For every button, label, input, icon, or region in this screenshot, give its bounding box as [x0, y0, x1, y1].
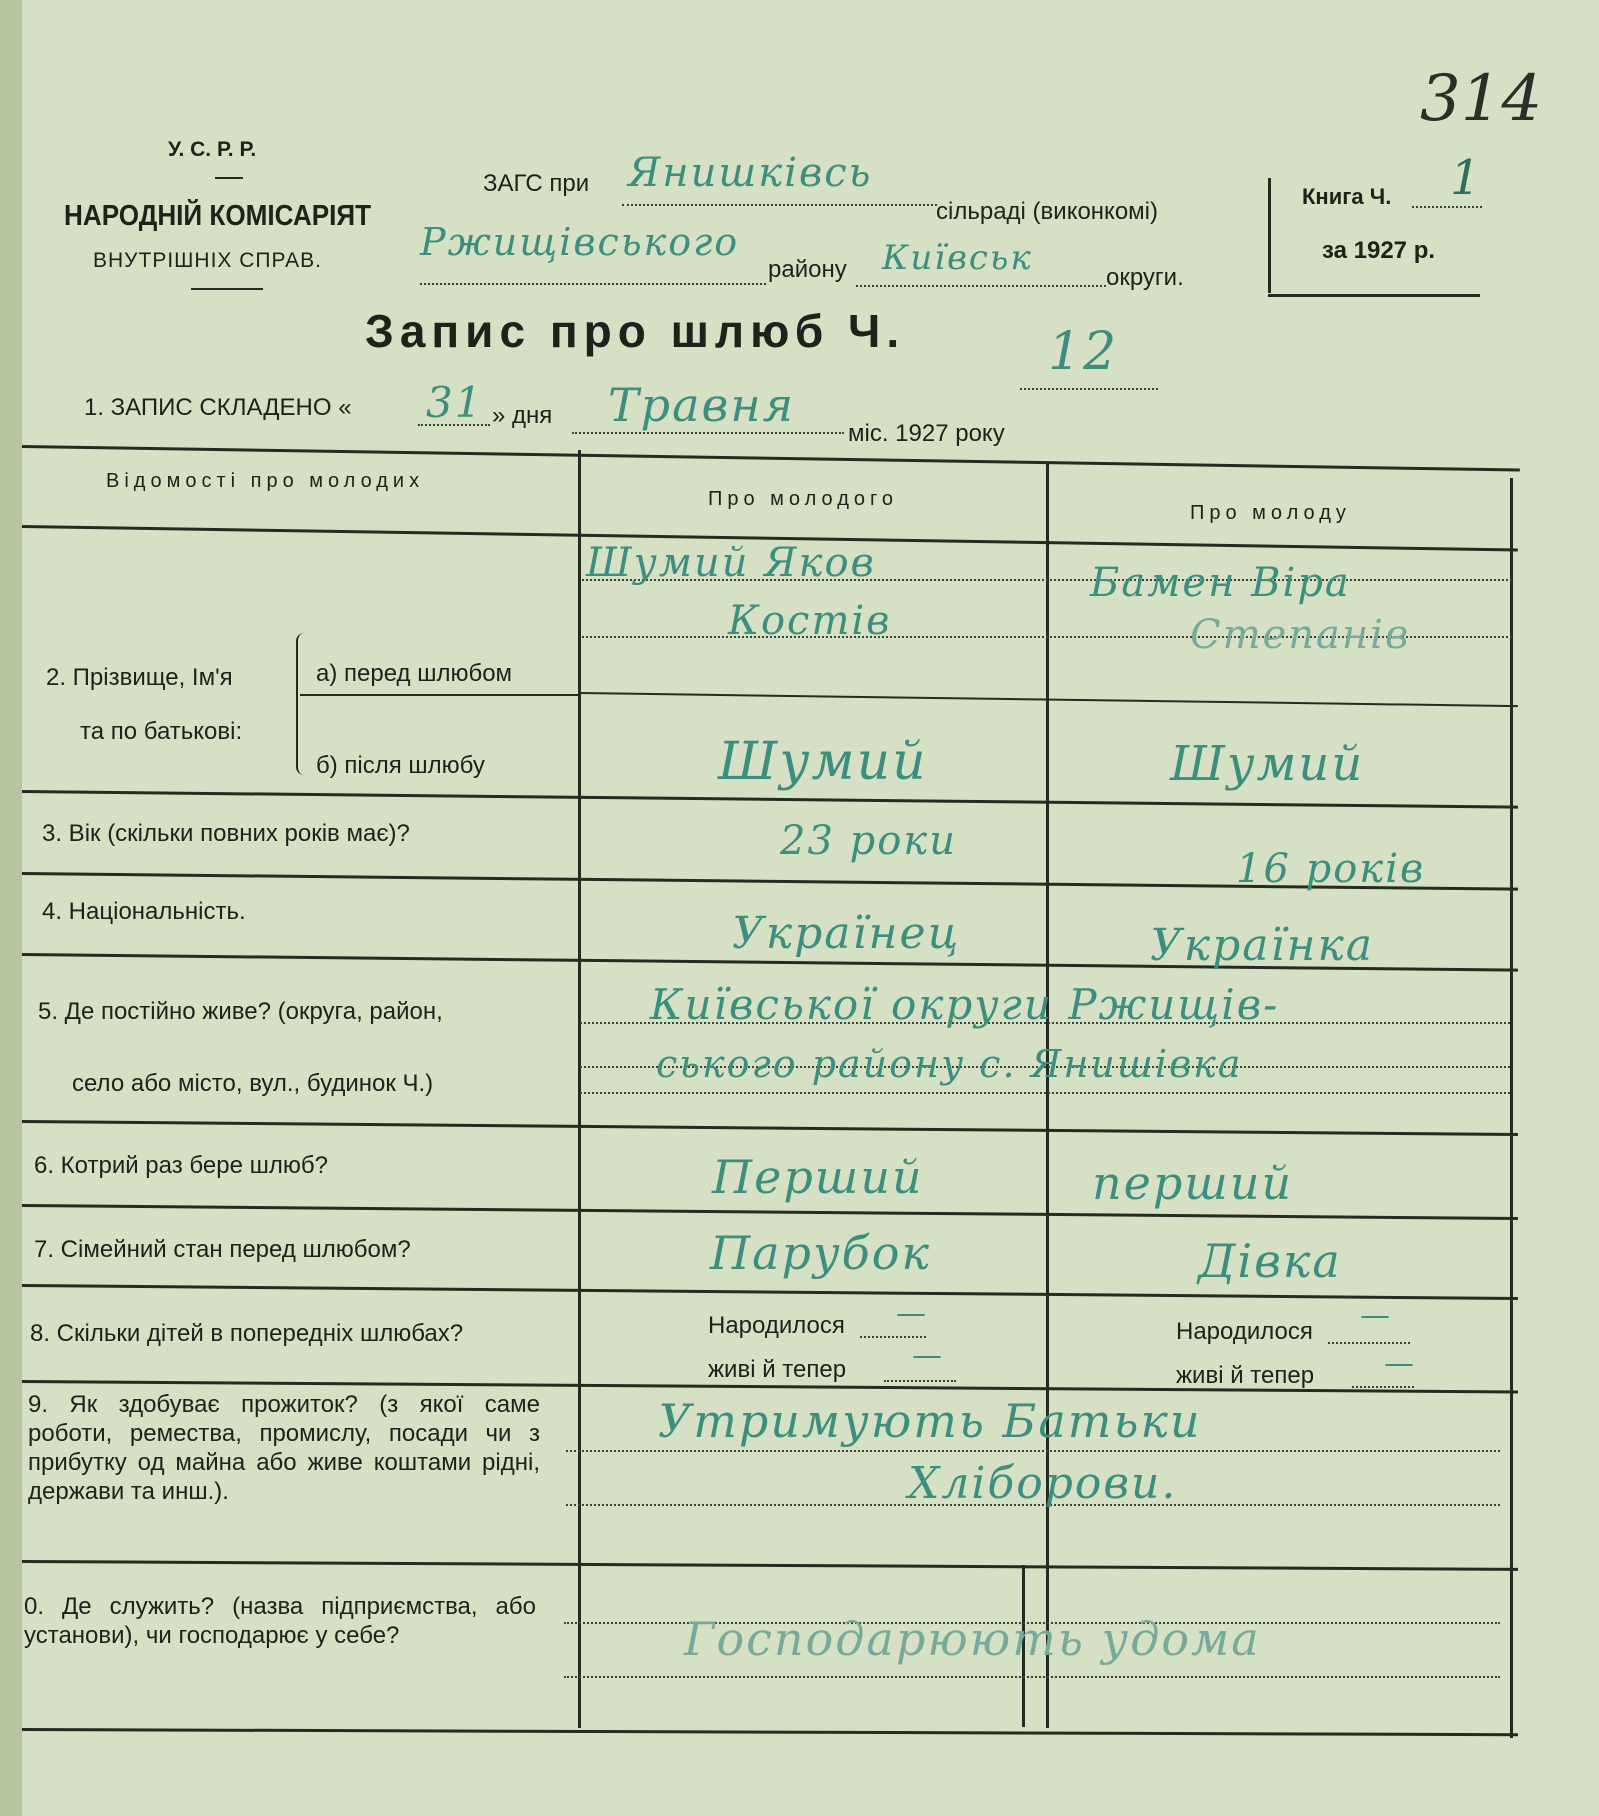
record-month-handwritten: Травня — [608, 378, 796, 432]
employment-value: Господарюють удома — [684, 1612, 1261, 1666]
ministry-label: ВНУТРІШНІХ СПРАВ. — [93, 249, 322, 272]
livelihood-value-line2: Хліборови. — [908, 1458, 1178, 1509]
groom-name-after: Шумий — [718, 732, 928, 792]
groom-age: 23 роки — [780, 818, 957, 864]
record-date-prefix: 1. ЗАПИС СКЛАДЕНО « — [84, 394, 352, 421]
groom-name-before-line2: Костів — [728, 598, 892, 644]
bride-alive-value: — — [1384, 1346, 1416, 1381]
record-title: Запис про шлюб Ч. — [365, 305, 906, 357]
bride-nationality: Українка — [1150, 920, 1375, 971]
livelihood-label: 9. Як здобуває прожиток? (з якої саме роботи, ремества, промислу, посади чи з прибутку од майна або живе коштами рідні, держави та инш.). — [28, 1391, 540, 1505]
column-info-header: Відомості про молодих — [106, 470, 425, 492]
commissariat-label: НАРОДНІЙ КОМІСАРІЯТ — [64, 200, 372, 232]
groom-alive-value: — — [912, 1338, 944, 1373]
marital-status-label: 7. Сімейний стан перед шлюбом? — [34, 1236, 411, 1263]
livelihood-value-line1: Утримують Батьки — [658, 1394, 1202, 1448]
council-suffix: сільраді (виконкомі) — [936, 198, 1158, 225]
age-label: 3. Вік (скільки повних років має)? — [42, 820, 410, 847]
book-year: за 1927 р. — [1322, 237, 1436, 264]
bride-name-after: Шумий — [1170, 736, 1365, 792]
groom-born-value: — — [896, 1296, 928, 1331]
residence-label-line2: село або місто, вул., будинок Ч.) — [72, 1070, 434, 1097]
book-number-handwritten: 1 — [1450, 150, 1483, 206]
record-date-suffix: міс. 1927 року — [848, 420, 1005, 447]
name-brace — [296, 633, 308, 775]
groom-marital-status: Парубок — [710, 1226, 931, 1280]
record-number-handwritten: 12 — [1048, 322, 1119, 382]
column-groom-header: Про молодого — [708, 488, 898, 510]
raion-label: району — [768, 256, 847, 283]
marriage-count-label: 6. Котрий раз бере шлюб? — [34, 1152, 328, 1179]
children-label: 8. Скільки дітей в попередніх шлюбах? — [30, 1320, 464, 1347]
raion-handwritten: Ржищівського — [420, 220, 740, 264]
column-bride-header: Про молоду — [1190, 502, 1351, 524]
bride-name-before-line1: Бамен Віра — [1090, 560, 1351, 606]
name-label-line1: 2. Прізвище, Ім'я — [46, 664, 233, 691]
okruha-label: округи. — [1106, 264, 1184, 291]
zags-prefix: ЗАГС при — [483, 170, 590, 197]
groom-marriage-count: Перший — [712, 1150, 924, 1204]
groom-name-before-line1: Шумий Яков — [586, 540, 876, 586]
bride-marriage-count: перший — [1092, 1156, 1294, 1210]
bride-age: 16 років — [1236, 846, 1426, 892]
record-day-suffix: » дня — [492, 402, 553, 429]
ussr-label: У. С. Р. Р. — [168, 138, 257, 161]
page-number: 314 — [1420, 62, 1543, 136]
groom-nationality: Українец — [732, 908, 961, 959]
village-handwritten: Янишківсь — [628, 150, 873, 196]
book-label: Книга Ч. — [1302, 184, 1392, 209]
residence-value-line2: ського району с. Янишівка — [656, 1042, 1243, 1086]
groom-born-label: Народилося — [708, 1312, 845, 1339]
residence-label-line1: 5. Де постійно живе? (округа, район, — [38, 998, 443, 1025]
residence-value-line1: Київської округи Ржищів- — [650, 980, 1280, 1029]
name-before-label: а) перед шлюбом — [316, 660, 513, 687]
book-binding — [0, 0, 24, 1816]
name-label-line2: та по батькові: — [80, 718, 243, 745]
bride-born-label: Народилося — [1176, 1318, 1313, 1345]
bride-name-before-line2: Степанів — [1190, 612, 1411, 658]
bride-born-value: — — [1360, 1298, 1392, 1333]
employment-label: 0. Де служить? (назва підприємства, або установи), чи господарює у себе? — [24, 1593, 536, 1649]
name-after-label: б) після шлюбу — [316, 752, 485, 779]
record-day-handwritten: 31 — [426, 378, 484, 427]
bride-alive-label: живі й тепер — [1176, 1362, 1315, 1389]
okruha-handwritten: Київськ — [882, 238, 1033, 278]
nationality-label: 4. Національність. — [42, 898, 246, 925]
groom-alive-label: живі й тепер — [708, 1356, 847, 1383]
bride-marital-status: Дівка — [1198, 1234, 1342, 1288]
